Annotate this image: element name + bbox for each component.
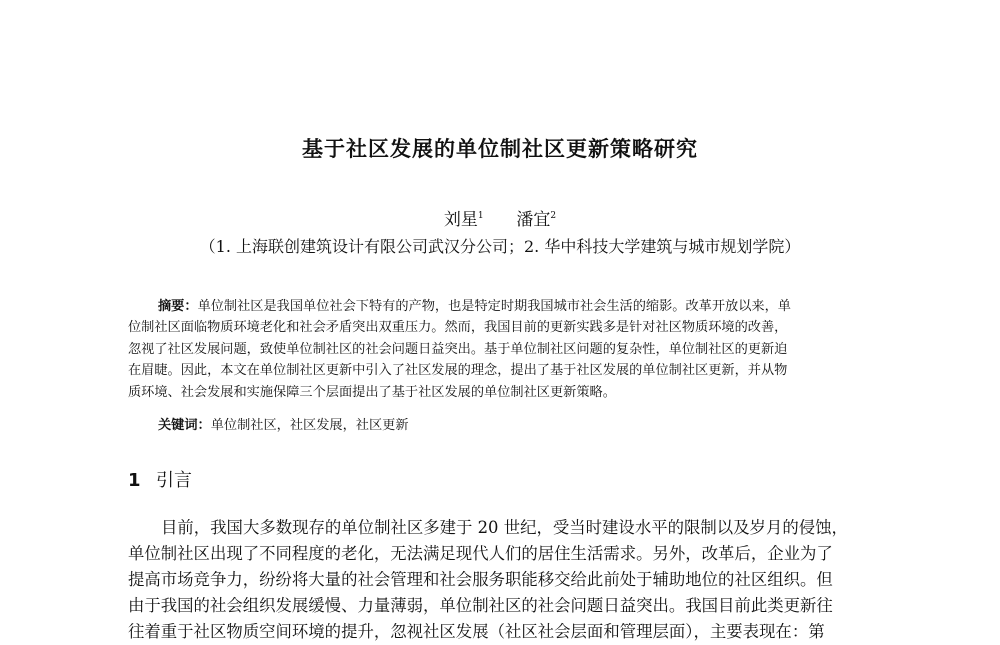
author-name: 刘星: [443, 210, 478, 230]
body-line: 目前，我国大多数现存的单位制社区多建于 20 世纪，受当时建设水平的限制以及岁月的侵蚀，: [161, 518, 848, 537]
section-number: 1: [128, 470, 141, 491]
body-line: 提高市场竞争力，纷纷将大量的社会管理和社会服务职能移交给此前处于辅助地位的社区组织。但: [128, 570, 833, 589]
author-name: 潘宜: [516, 210, 551, 230]
paper-title: 基于社区发展的单位制社区更新策略研究: [302, 137, 698, 161]
section-heading: [128, 466, 192, 492]
author-line: [0, 205, 1000, 230]
abstract-line: 位制社区面临物质环境老化和社会矛盾突出双重压力。然而，我国目前的更新实践多是针对社区物质环境的改善，: [128, 320, 788, 336]
abstract-line: 质环境、社会发展和实施保障三个层面提出了基于社区发展的单位制社区更新策略。: [128, 384, 616, 400]
body-line: 由于我国的社会组织发展缓慢、力量薄弱，单位制社区的社会问题日益突出。我国目前此类更新往: [128, 596, 833, 615]
abstract: [128, 296, 873, 403]
abstract-line: [128, 296, 873, 317]
keywords-text: 单位制社区，社区发展，社区更新: [210, 418, 409, 433]
keywords-label: 关键词：: [158, 418, 211, 433]
abstract-line: 在眉睫。因此，本文在单位制社区更新中引入了社区发展的理念，提出了基于社区发展的单位制社区更新，并从物: [128, 363, 788, 379]
affiliation: （1. 上海联创建筑设计有限公司武汉分公司；2. 华中科技大学建筑与城市规划学院）: [199, 237, 801, 256]
keywords: [158, 414, 409, 433]
author-superscript: 1: [477, 211, 484, 221]
author-superscript: 2: [550, 211, 557, 221]
body-line: 单位制社区出现了不同程度的老化，无法满足现代人们的居住生活需求。另外，改革后，企业为了: [128, 544, 833, 563]
abstract-label: 摘要：: [158, 299, 198, 314]
abstract-text: 单位制社区是我国单位社会下特有的产物，也是特定时期我国城市社会生活的缩影。改革开放以来，单: [197, 299, 791, 314]
body-text: [128, 515, 876, 645]
body-line: 往着重于社区物质空间环境的提升，忽视社区发展（社区社会层面和管理层面），主要表现在：第: [128, 622, 825, 641]
abstract-line: 忽视了社区发展问题，致使单位制社区的社会问题日益突出。基于单位制社区问题的复杂性，单位制社区的更新迫: [128, 341, 788, 357]
section-title: 引言: [156, 470, 192, 491]
